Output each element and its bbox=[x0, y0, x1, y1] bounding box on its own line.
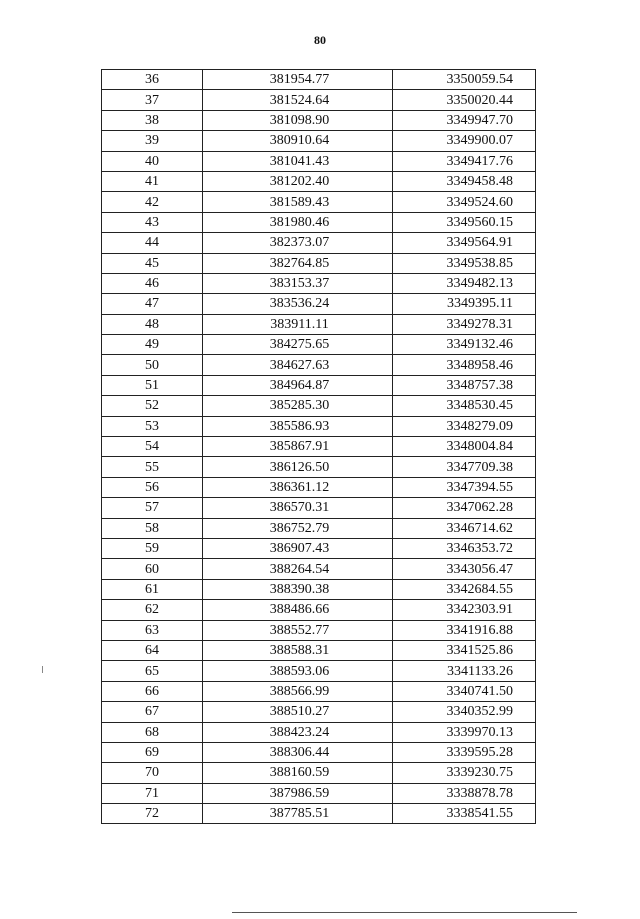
scan-fleck bbox=[42, 666, 43, 673]
y-coordinate-cell: 3348004.84 bbox=[393, 437, 536, 457]
x-coordinate-cell: 388160.59 bbox=[203, 763, 393, 783]
x-coordinate-cell: 388593.06 bbox=[203, 661, 393, 681]
y-coordinate-cell: 3340352.99 bbox=[393, 702, 536, 722]
point-number-cell: 56 bbox=[102, 477, 203, 497]
point-number-cell: 53 bbox=[102, 416, 203, 436]
point-number-cell: 71 bbox=[102, 783, 203, 803]
scan-edge-line bbox=[232, 912, 577, 913]
x-coordinate-cell: 388552.77 bbox=[203, 620, 393, 640]
y-coordinate-cell: 3348757.38 bbox=[393, 375, 536, 395]
y-coordinate-cell: 3349458.48 bbox=[393, 171, 536, 191]
x-coordinate-cell: 380910.64 bbox=[203, 131, 393, 151]
y-coordinate-cell: 3350059.54 bbox=[393, 70, 536, 90]
x-coordinate-cell: 384275.65 bbox=[203, 335, 393, 355]
y-coordinate-cell: 3349900.07 bbox=[393, 131, 536, 151]
y-coordinate-cell: 3346353.72 bbox=[393, 538, 536, 558]
point-number-cell: 68 bbox=[102, 722, 203, 742]
point-number-cell: 41 bbox=[102, 171, 203, 191]
x-coordinate-cell: 386126.50 bbox=[203, 457, 393, 477]
point-number-cell: 43 bbox=[102, 212, 203, 232]
x-coordinate-cell: 382764.85 bbox=[203, 253, 393, 273]
x-coordinate-cell: 388566.99 bbox=[203, 681, 393, 701]
point-number-cell: 39 bbox=[102, 131, 203, 151]
point-number-cell: 61 bbox=[102, 579, 203, 599]
table-row bbox=[102, 110, 536, 130]
y-coordinate-cell: 3341133.26 bbox=[393, 661, 536, 681]
point-number-cell: 49 bbox=[102, 335, 203, 355]
point-number-cell: 63 bbox=[102, 620, 203, 640]
x-coordinate-cell: 381954.77 bbox=[203, 70, 393, 90]
table-row bbox=[102, 171, 536, 191]
y-coordinate-cell: 3349417.76 bbox=[393, 151, 536, 171]
point-number-cell: 70 bbox=[102, 763, 203, 783]
x-coordinate-cell: 381980.46 bbox=[203, 212, 393, 232]
x-coordinate-cell: 388423.24 bbox=[203, 722, 393, 742]
x-coordinate-cell: 382373.07 bbox=[203, 233, 393, 253]
table-row bbox=[102, 314, 536, 334]
x-coordinate-cell: 388264.54 bbox=[203, 559, 393, 579]
point-number-cell: 47 bbox=[102, 294, 203, 314]
point-number-cell: 51 bbox=[102, 375, 203, 395]
point-number-cell: 52 bbox=[102, 396, 203, 416]
table-row bbox=[102, 375, 536, 395]
x-coordinate-cell: 383536.24 bbox=[203, 294, 393, 314]
x-coordinate-cell: 388390.38 bbox=[203, 579, 393, 599]
table-row bbox=[102, 212, 536, 232]
x-coordinate-cell: 381202.40 bbox=[203, 171, 393, 191]
table-row bbox=[102, 355, 536, 375]
y-coordinate-cell: 3348958.46 bbox=[393, 355, 536, 375]
y-coordinate-cell: 3349538.85 bbox=[393, 253, 536, 273]
point-number-cell: 46 bbox=[102, 273, 203, 293]
point-number-cell: 54 bbox=[102, 437, 203, 457]
table-row bbox=[102, 335, 536, 355]
table-row bbox=[102, 477, 536, 497]
coordinate-table bbox=[101, 69, 536, 824]
x-coordinate-cell: 386752.79 bbox=[203, 518, 393, 538]
x-coordinate-cell: 386907.43 bbox=[203, 538, 393, 558]
table-row bbox=[102, 90, 536, 110]
table-row bbox=[102, 457, 536, 477]
table-row bbox=[102, 437, 536, 457]
x-coordinate-cell: 381041.43 bbox=[203, 151, 393, 171]
table-row bbox=[102, 416, 536, 436]
point-number-cell: 72 bbox=[102, 804, 203, 824]
y-coordinate-cell: 3349560.15 bbox=[393, 212, 536, 232]
table-row bbox=[102, 783, 536, 803]
point-number-cell: 57 bbox=[102, 498, 203, 518]
x-coordinate-cell: 384627.63 bbox=[203, 355, 393, 375]
table-row bbox=[102, 518, 536, 538]
table-row bbox=[102, 763, 536, 783]
y-coordinate-cell: 3349947.70 bbox=[393, 110, 536, 130]
table-row bbox=[102, 151, 536, 171]
y-coordinate-cell: 3349482.13 bbox=[393, 273, 536, 293]
table-row bbox=[102, 294, 536, 314]
point-number-cell: 55 bbox=[102, 457, 203, 477]
x-coordinate-cell: 385586.93 bbox=[203, 416, 393, 436]
y-coordinate-cell: 3339230.75 bbox=[393, 763, 536, 783]
point-number-cell: 69 bbox=[102, 742, 203, 762]
point-number-cell: 44 bbox=[102, 233, 203, 253]
table-row bbox=[102, 804, 536, 824]
point-number-cell: 58 bbox=[102, 518, 203, 538]
table-row bbox=[102, 620, 536, 640]
table-row bbox=[102, 192, 536, 212]
y-coordinate-cell: 3349395.11 bbox=[393, 294, 536, 314]
point-number-cell: 66 bbox=[102, 681, 203, 701]
table-row bbox=[102, 681, 536, 701]
y-coordinate-cell: 3348279.09 bbox=[393, 416, 536, 436]
x-coordinate-cell: 386361.12 bbox=[203, 477, 393, 497]
y-coordinate-cell: 3346714.62 bbox=[393, 518, 536, 538]
x-coordinate-cell: 388486.66 bbox=[203, 600, 393, 620]
table-row bbox=[102, 273, 536, 293]
point-number-cell: 42 bbox=[102, 192, 203, 212]
y-coordinate-cell: 3339595.28 bbox=[393, 742, 536, 762]
table-row bbox=[102, 498, 536, 518]
x-coordinate-cell: 387785.51 bbox=[203, 804, 393, 824]
table-row bbox=[102, 600, 536, 620]
table-row bbox=[102, 742, 536, 762]
table-row bbox=[102, 661, 536, 681]
y-coordinate-cell: 3342684.55 bbox=[393, 579, 536, 599]
point-number-cell: 65 bbox=[102, 661, 203, 681]
y-coordinate-cell: 3341916.88 bbox=[393, 620, 536, 640]
table-row bbox=[102, 640, 536, 660]
point-number-cell: 64 bbox=[102, 640, 203, 660]
x-coordinate-cell: 383153.37 bbox=[203, 273, 393, 293]
x-coordinate-cell: 388588.31 bbox=[203, 640, 393, 660]
page-number: 80 bbox=[314, 33, 326, 47]
y-coordinate-cell: 3338541.55 bbox=[393, 804, 536, 824]
table-row bbox=[102, 70, 536, 90]
table-row bbox=[102, 131, 536, 151]
table-row bbox=[102, 722, 536, 742]
point-number-cell: 38 bbox=[102, 110, 203, 130]
table-row bbox=[102, 396, 536, 416]
table-row bbox=[102, 559, 536, 579]
y-coordinate-cell: 3347062.28 bbox=[393, 498, 536, 518]
x-coordinate-cell: 388510.27 bbox=[203, 702, 393, 722]
y-coordinate-cell: 3349524.60 bbox=[393, 192, 536, 212]
table-row bbox=[102, 253, 536, 273]
point-number-cell: 62 bbox=[102, 600, 203, 620]
y-coordinate-cell: 3343056.47 bbox=[393, 559, 536, 579]
coordinate-table-body bbox=[102, 70, 536, 824]
x-coordinate-cell: 386570.31 bbox=[203, 498, 393, 518]
x-coordinate-cell: 388306.44 bbox=[203, 742, 393, 762]
y-coordinate-cell: 3350020.44 bbox=[393, 90, 536, 110]
x-coordinate-cell: 384964.87 bbox=[203, 375, 393, 395]
point-number-cell: 37 bbox=[102, 90, 203, 110]
y-coordinate-cell: 3338878.78 bbox=[393, 783, 536, 803]
y-coordinate-cell: 3349278.31 bbox=[393, 314, 536, 334]
point-number-cell: 48 bbox=[102, 314, 203, 334]
table-row bbox=[102, 579, 536, 599]
point-number-cell: 36 bbox=[102, 70, 203, 90]
y-coordinate-cell: 3349132.46 bbox=[393, 335, 536, 355]
point-number-cell: 50 bbox=[102, 355, 203, 375]
y-coordinate-cell: 3341525.86 bbox=[393, 640, 536, 660]
y-coordinate-cell: 3342303.91 bbox=[393, 600, 536, 620]
y-coordinate-cell: 3347709.38 bbox=[393, 457, 536, 477]
y-coordinate-cell: 3339970.13 bbox=[393, 722, 536, 742]
y-coordinate-cell: 3349564.91 bbox=[393, 233, 536, 253]
x-coordinate-cell: 385867.91 bbox=[203, 437, 393, 457]
x-coordinate-cell: 381589.43 bbox=[203, 192, 393, 212]
x-coordinate-cell: 383911.11 bbox=[203, 314, 393, 334]
point-number-cell: 60 bbox=[102, 559, 203, 579]
table-row bbox=[102, 233, 536, 253]
y-coordinate-cell: 3348530.45 bbox=[393, 396, 536, 416]
point-number-cell: 59 bbox=[102, 538, 203, 558]
x-coordinate-cell: 381524.64 bbox=[203, 90, 393, 110]
x-coordinate-cell: 385285.30 bbox=[203, 396, 393, 416]
y-coordinate-cell: 3347394.55 bbox=[393, 477, 536, 497]
point-number-cell: 45 bbox=[102, 253, 203, 273]
table-row bbox=[102, 702, 536, 722]
x-coordinate-cell: 387986.59 bbox=[203, 783, 393, 803]
table-row bbox=[102, 538, 536, 558]
point-number-cell: 67 bbox=[102, 702, 203, 722]
x-coordinate-cell: 381098.90 bbox=[203, 110, 393, 130]
point-number-cell: 40 bbox=[102, 151, 203, 171]
y-coordinate-cell: 3340741.50 bbox=[393, 681, 536, 701]
